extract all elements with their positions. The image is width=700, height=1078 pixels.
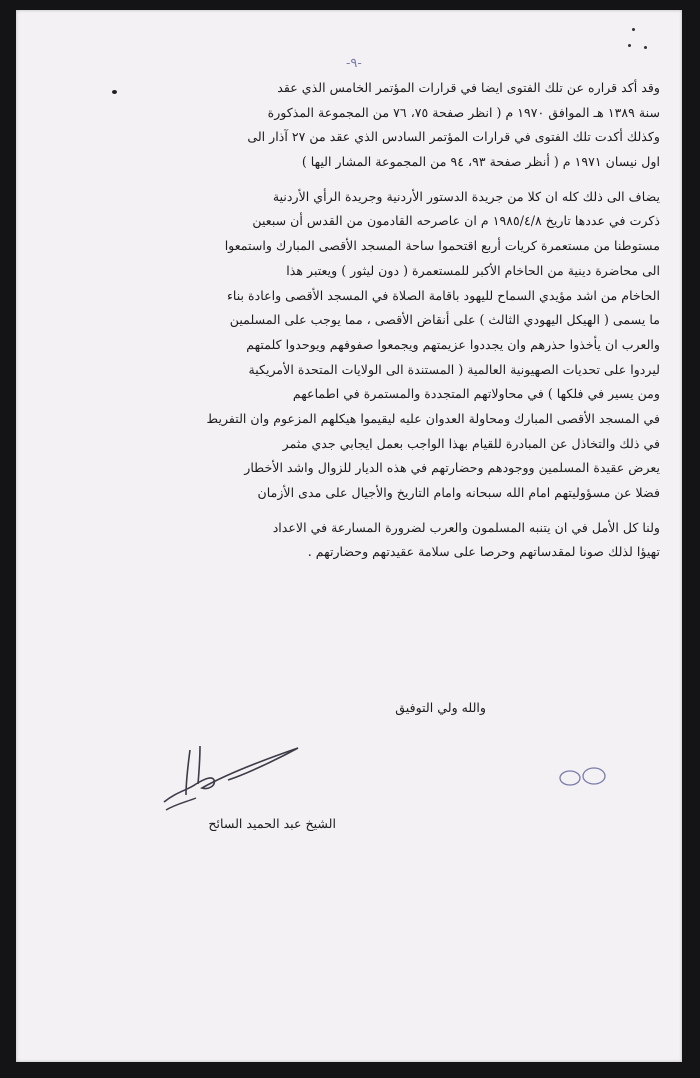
closing-phrase: والله ولي التوفيق (395, 700, 486, 715)
page-number: -٩- (346, 56, 362, 71)
text-line: وقد أكد قراره عن تلك الفتوى ايضا في قرارات المؤتمر الخامس الذي عقد (277, 80, 660, 95)
paragraph-fatwa-confirmation (80, 76, 660, 175)
text-line: في ذلك والتخاذل عن المبادرة للقيام بهذا الواجب بعمل ايجابي جدي مثمر (282, 435, 660, 451)
paragraph-news-report (80, 185, 660, 506)
ink-speck (628, 44, 631, 47)
handwritten-annotation (556, 762, 616, 792)
ink-speck (632, 28, 635, 31)
signer-name: الشيخ عبد الحميد السائح (208, 816, 336, 831)
text-line: ذكرت في عددها تاريخ ١٩٨٥/٤/٨ م ان عاصرحه القادمون من القدس أن سبعين (252, 213, 660, 229)
text-line: يعرض عقيدة المسلمين ووجودهم وحضارتهم في هذه الديار للزوال واشد الأخطار (244, 460, 660, 476)
text-line: الى محاضرة دينية من الحاخام الأكبر للمستعمرة ( دون ليثور ) ويعتبر هذا (286, 262, 660, 278)
text-line: مستوطنا من مستعمرة كريات أربع اقتحموا ساحة المسجد الأقصى المبارك واستمعوا (224, 238, 660, 254)
text-line: ولنا كل الأمل في ان يتنبه المسلمون والعرب لضرورة المسارعة في الاعداد (272, 519, 660, 535)
text-line: في المسجد الأقصى المبارك ومحاولة العدوان عليه ليقيموا هيكلهم المزعوم وان التفريط (206, 410, 660, 426)
letter-body (80, 76, 660, 565)
text-line: والعرب ان يأخذوا حذرهم وان يجددوا عزيمتهم ويجمعوا صفوفهم ويوحدوا كلمتهم (246, 336, 660, 352)
text-line: فضلا عن مسؤوليتهم امام الله سبحانه وامام التاريخ والأجيال على مدى الأزمان (257, 485, 660, 500)
text-line: تهيؤا لذلك صونا لمقدساتهم وحرصا على سلامة عقيدتهم وحضارتهم . (307, 544, 660, 560)
text-line: الحاخام من اشد مؤيدي السماح لليهود باقامة الصلاة في المسجد الأقصى واعادة بناء (226, 287, 660, 303)
text-line: ليردوا على تحديات الصهيونية العالمية ( المستندة الى الولايات المتحدة الأمريكية (248, 361, 660, 377)
text-line: يضاف الى ذلك كله ان كلا من جريدة الدستور الأردنية وجريدة الرأي الأردنية (272, 188, 660, 204)
text-line: اول نيسان ١٩٧١ م ( أنظر صفحة ٩٣، ٩٤ من المجموعة المشار اليها ) (301, 154, 660, 170)
text-line: وكذلك أكدت تلك الفتوى في قرارات المؤتمر السادس الذي عقد من ٢٧ آذار الى (247, 129, 660, 145)
text-line: ومن يسير في فلكها ) في محاولاتهم المتجددة والمستمرة في اطماعهم (292, 386, 660, 402)
text-line: ما يسمى ( الهيكل اليهودي الثالث ) على أنقاض الأقصى ، مما يوجب على المسلمين (229, 312, 660, 328)
handwritten-signature (156, 740, 306, 820)
ink-speck (644, 46, 647, 49)
paragraph-closing-hope (80, 516, 660, 565)
text-line: سنة ١٣٨٩ هـ الموافق ١٩٧٠ م ( انظر صفحة ٧٥، ٧٦ من المجموعة المذكورة (267, 104, 660, 120)
document-page (16, 10, 682, 1062)
